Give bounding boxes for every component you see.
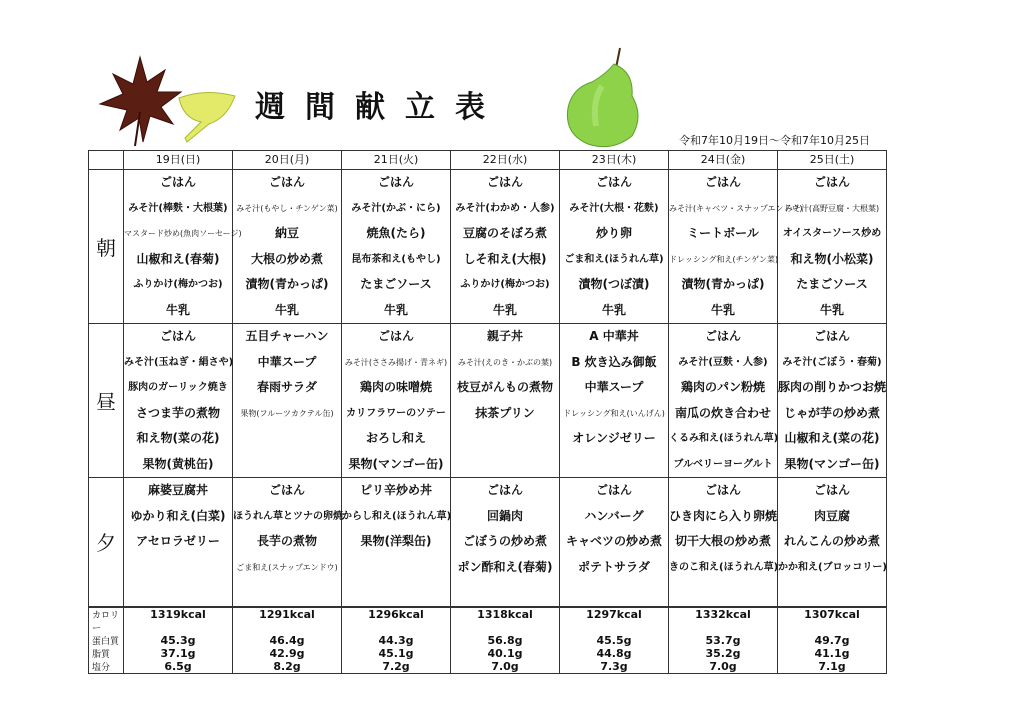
menu-item: れんこんの炒め煮 xyxy=(783,534,880,548)
menu-item xyxy=(342,580,450,606)
menu-item xyxy=(451,580,559,606)
menu-item: ポテトサラダ xyxy=(578,559,650,574)
menu-cell xyxy=(778,170,887,324)
menu-item: みそ汁(えのき・かぶの葉) xyxy=(457,357,553,367)
menu-item: 長芋の煮物 xyxy=(256,534,317,548)
nutrition-value: 45.5g xyxy=(560,634,669,647)
nutrition-label: 蛋白質 xyxy=(89,634,124,647)
menu-item: たまごソース xyxy=(796,277,868,291)
menu-item xyxy=(233,452,341,478)
menu-item: ハンバーグ xyxy=(584,508,644,523)
menu-item: ごはん xyxy=(159,329,196,343)
menu-item: ごま和え(スナップエンドウ) xyxy=(236,562,338,572)
menu-item: ごはん xyxy=(595,483,632,497)
menu-item: 山椒和え(菜の花) xyxy=(784,431,880,445)
nutrition-value: 1291kcal xyxy=(233,607,342,634)
menu-item: 果物(マンゴー缶) xyxy=(784,456,880,471)
nutrition-value: 44.8g xyxy=(560,647,669,660)
menu-item: 果物(フルーツカクテル缶) xyxy=(240,408,334,418)
menu-item: 納豆 xyxy=(274,226,299,240)
menu-item: 牛乳 xyxy=(383,302,408,317)
nutrition-row xyxy=(89,647,887,660)
nutrition-row xyxy=(89,634,887,647)
nutrition-value: 42.9g xyxy=(233,647,342,660)
menu-item: みそ汁(棒麩・大根葉) xyxy=(128,202,228,214)
nutrition-value: 40.1g xyxy=(451,647,560,660)
nutrition-value: 35.2g xyxy=(669,647,778,660)
maple-leaf-icon xyxy=(95,52,185,147)
nutrition-label: 塩分 xyxy=(89,660,124,674)
nutrition-value: 41.1g xyxy=(778,647,887,660)
meal-label: 昼 xyxy=(89,324,124,478)
menu-item: みそ汁(かぶ・にら) xyxy=(351,202,441,214)
menu-item: 牛乳 xyxy=(819,302,844,317)
menu-item: ふりかけ(梅かつお) xyxy=(133,279,223,290)
menu-cell xyxy=(124,478,233,607)
menu-item: ごはん xyxy=(704,483,741,497)
menu-item: おろし和え xyxy=(365,431,426,445)
menu-item: ごはん xyxy=(268,483,305,497)
menu-cell xyxy=(233,478,342,607)
menu-item: アセロラゼリー xyxy=(136,534,220,548)
menu-item xyxy=(778,580,886,606)
menu-item: ドレッシング和え(チンゲン菜) xyxy=(669,254,779,264)
menu-cell xyxy=(451,478,560,607)
nutrition-value: 1296kcal xyxy=(342,607,451,634)
day-header: 25日(土) xyxy=(778,151,887,170)
menu-item xyxy=(560,452,668,478)
menu-item: A 中華丼 xyxy=(589,329,639,343)
nutrition-row xyxy=(89,660,887,674)
menu-item: ごま和え(ほうれん草) xyxy=(564,253,664,265)
menu-item: ミートボール xyxy=(687,226,759,240)
meal-row xyxy=(89,324,887,478)
meal-rows xyxy=(89,170,887,607)
menu-item: カリフラワーのソテー xyxy=(346,407,446,419)
nutrition-value: 44.3g xyxy=(342,634,451,647)
menu-item: ブルベリーヨーグルト xyxy=(673,458,773,470)
menu-cell xyxy=(342,170,451,324)
nutrition-label: カロリー xyxy=(89,607,124,634)
menu-cell xyxy=(669,324,778,478)
nutrition-label: 脂質 xyxy=(89,647,124,660)
menu-item: 親子丼 xyxy=(486,329,523,343)
menu-item: 牛乳 xyxy=(710,302,735,317)
menu-item: 肉豆腐 xyxy=(813,508,850,523)
menu-item xyxy=(451,452,559,478)
date-range: 令和7年10月19日～令和7年10月25日 xyxy=(679,134,870,147)
menu-item: 五目チャーハン xyxy=(245,329,329,343)
menu-item: みそ汁(高野豆腐・大根葉) xyxy=(784,203,880,213)
menu-item xyxy=(124,580,232,606)
menu-item: きのこ和え(ほうれん草) xyxy=(669,561,779,573)
menu-item: 豚肉の削りかつお焼 xyxy=(778,380,887,394)
ginkgo-leaf-icon xyxy=(175,88,240,146)
menu-item: 果物(洋梨缶) xyxy=(360,534,432,548)
menu-item: みそ汁(もやし・チンゲン菜) xyxy=(236,203,338,213)
menu-cell xyxy=(451,170,560,324)
menu-item: ごはん xyxy=(813,175,850,189)
menu-item: ごはん xyxy=(813,329,850,343)
nutrition-value: 7.2g xyxy=(342,660,451,674)
menu-cell xyxy=(342,324,451,478)
menu-item: 麻婆豆腐丼 xyxy=(147,483,208,497)
pear-icon xyxy=(562,46,644,151)
menu-item: 切干大根の炒め煮 xyxy=(674,534,771,548)
menu-cell xyxy=(233,324,342,478)
meal-label: 朝 xyxy=(89,170,124,324)
menu-item: ふりかけ(梅かつお) xyxy=(460,279,550,290)
menu-item: ほうれん草とツナの卵焼 xyxy=(233,510,343,522)
menu-item: オイスターソース炒め xyxy=(782,228,882,239)
menu-item: 漬物(つぼ漬) xyxy=(578,277,650,291)
menu-item: 中華スープ xyxy=(257,354,317,369)
menu-item: ポン酢和え(春菊) xyxy=(457,559,553,574)
menu-item: B 炊き込み御飯 xyxy=(571,354,657,369)
menu-cell xyxy=(669,478,778,607)
page-title: 週間献立表 xyxy=(255,90,505,125)
menu-item: 焼魚(たら) xyxy=(366,226,426,240)
nutrition-value: 7.1g xyxy=(778,660,887,674)
menu-cell xyxy=(560,170,669,324)
menu-cell xyxy=(451,324,560,478)
nutrition-value: 45.1g xyxy=(342,647,451,660)
menu-item: かか和え(ブロッコリー) xyxy=(778,561,887,573)
menu-item: 牛乳 xyxy=(274,302,299,317)
nutrition-value: 1319kcal xyxy=(124,607,233,634)
menu-item: ごはん xyxy=(486,175,523,189)
corner-cell xyxy=(89,151,124,170)
day-header: 24日(金) xyxy=(669,151,778,170)
menu-item: 果物(マンゴー缶) xyxy=(348,456,444,471)
menu-item: 山椒和え(春菊) xyxy=(136,251,220,266)
menu-cell xyxy=(124,324,233,478)
menu-item: ドレッシング和え(いんげん) xyxy=(563,408,665,418)
menu-item: ごはん xyxy=(377,329,414,343)
menu-item: ごはん xyxy=(159,175,196,189)
menu-item: みそ汁(ささみ揚げ・青ネギ) xyxy=(344,357,448,367)
menu-item: ごはん xyxy=(595,175,632,189)
menu-item xyxy=(451,426,559,452)
menu-item: ごぼうの炒め煮 xyxy=(462,534,547,548)
menu-item: 南瓜の炊き合わせ xyxy=(674,405,771,420)
menu-item: みそ汁(ごぼう・春菊) xyxy=(782,356,882,368)
menu-item: 漬物(青かっぱ) xyxy=(681,277,765,291)
nutrition-value: 49.7g xyxy=(778,634,887,647)
menu-item: みそ汁(玉ねぎ・絹さや) xyxy=(124,356,234,368)
menu-item: 牛乳 xyxy=(165,302,190,317)
menu-cell xyxy=(124,170,242,324)
meal-row xyxy=(89,170,887,324)
menu-item: さつま芋の煮物 xyxy=(135,405,220,420)
header-row xyxy=(89,151,887,170)
menu-item: じゃが芋の炒め煮 xyxy=(783,405,880,420)
menu-cell xyxy=(778,478,887,607)
menu-item: からし和え(ほうれん草) xyxy=(342,510,452,522)
nutrition-value: 7.0g xyxy=(669,660,778,674)
menu-item: みそ汁(大根・花麩) xyxy=(569,202,659,214)
menu-item: 和え物(小松菜) xyxy=(790,251,874,266)
nutrition-value: 45.3g xyxy=(124,634,233,647)
day-header: 22日(水) xyxy=(451,151,560,170)
nutrition-value: 1332kcal xyxy=(669,607,778,634)
day-header: 20日(月) xyxy=(233,151,342,170)
menu-item: ごはん xyxy=(704,329,741,343)
menu-item: 大根の炒め煮 xyxy=(250,251,323,266)
nutrition-value: 56.8g xyxy=(451,634,560,647)
menu-item: 漬物(青かっぱ) xyxy=(245,277,329,291)
menu-item: 牛乳 xyxy=(601,302,626,317)
menu-item: ピリ辛炒め丼 xyxy=(359,483,432,497)
day-header: 21日(火) xyxy=(342,151,451,170)
nutrition-value: 1297kcal xyxy=(560,607,669,634)
menu-cell xyxy=(560,478,669,607)
menu-item xyxy=(124,555,232,581)
menu-item: ごはん xyxy=(268,175,305,189)
menu-item xyxy=(669,580,777,606)
menu-item: みそ汁(キャベツ・スナップエンドウ) xyxy=(669,203,803,213)
menu-item: 牛乳 xyxy=(492,302,517,317)
menu-item: しそ和え(大根) xyxy=(463,251,547,266)
menu-item: ひき肉にら入り卵焼 xyxy=(669,508,778,523)
menu-item: 抹茶プリン xyxy=(475,405,535,420)
menu-item: マスタード炒め(魚肉ソーセージ) xyxy=(124,229,242,238)
menu-item: くるみ和え(ほうれん草) xyxy=(669,433,779,444)
menu-item xyxy=(342,555,450,581)
nutrition-value: 37.1g xyxy=(124,647,233,660)
menu-cell xyxy=(560,324,669,478)
menu-item: キャベツの炒め煮 xyxy=(565,534,662,548)
menu-item: 和え物(菜の花) xyxy=(136,431,220,445)
menu-item xyxy=(560,580,668,606)
nutrition-value: 8.2g xyxy=(233,660,342,674)
nutrition-value: 7.0g xyxy=(451,660,560,674)
menu-table xyxy=(88,150,887,674)
nutrition-rows xyxy=(89,607,887,674)
menu-item: みそ汁(豆麩・人参) xyxy=(678,356,768,368)
menu-item: 鶏肉のパン粉焼 xyxy=(680,380,765,394)
day-header: 23日(木) xyxy=(560,151,669,170)
nutrition-value: 1307kcal xyxy=(778,607,887,634)
menu-cell xyxy=(778,324,887,478)
nutrition-value: 53.7g xyxy=(669,634,778,647)
menu-item xyxy=(233,580,341,606)
day-header: 19日(日) xyxy=(124,151,233,170)
nutrition-value: 46.4g xyxy=(233,634,342,647)
menu-item: オレンジゼリー xyxy=(572,431,656,445)
menu-cell xyxy=(233,170,342,324)
menu-cell xyxy=(342,478,451,607)
menu-item: 昆布茶和え(もやし) xyxy=(351,253,441,265)
menu-item: 豚肉のガーリック焼き xyxy=(128,382,228,393)
menu-item xyxy=(233,426,341,452)
menu-item: 春雨サラダ xyxy=(257,380,317,394)
menu-cell xyxy=(669,170,803,324)
meal-label: 夕 xyxy=(89,478,124,607)
menu-item: 回鍋肉 xyxy=(486,508,523,523)
nutrition-value: 6.5g xyxy=(124,660,233,674)
menu-item: たまごソース xyxy=(360,277,432,291)
menu-item: ごはん xyxy=(813,483,850,497)
menu-item: ごはん xyxy=(486,483,523,497)
menu-item: 炒り卵 xyxy=(595,226,632,240)
menu-item: みそ汁(わかめ・人参) xyxy=(455,202,555,214)
menu-item: 枝豆がんもの煮物 xyxy=(456,380,553,394)
menu-item: 鶏肉の味噌焼 xyxy=(359,380,432,394)
nutrition-value: 7.3g xyxy=(560,660,669,674)
menu-item: ごはん xyxy=(704,175,741,189)
nutrition-row xyxy=(89,607,887,634)
menu-item: 果物(黄桃缶) xyxy=(142,456,214,471)
meal-row xyxy=(89,478,887,607)
nutrition-value: 1318kcal xyxy=(451,607,560,634)
menu-item: ごはん xyxy=(377,175,414,189)
menu-item: 中華スープ xyxy=(584,380,644,394)
menu-item: ゆかり和え(白菜) xyxy=(130,508,226,523)
menu-item: 豆腐のそぼろ煮 xyxy=(462,226,547,240)
